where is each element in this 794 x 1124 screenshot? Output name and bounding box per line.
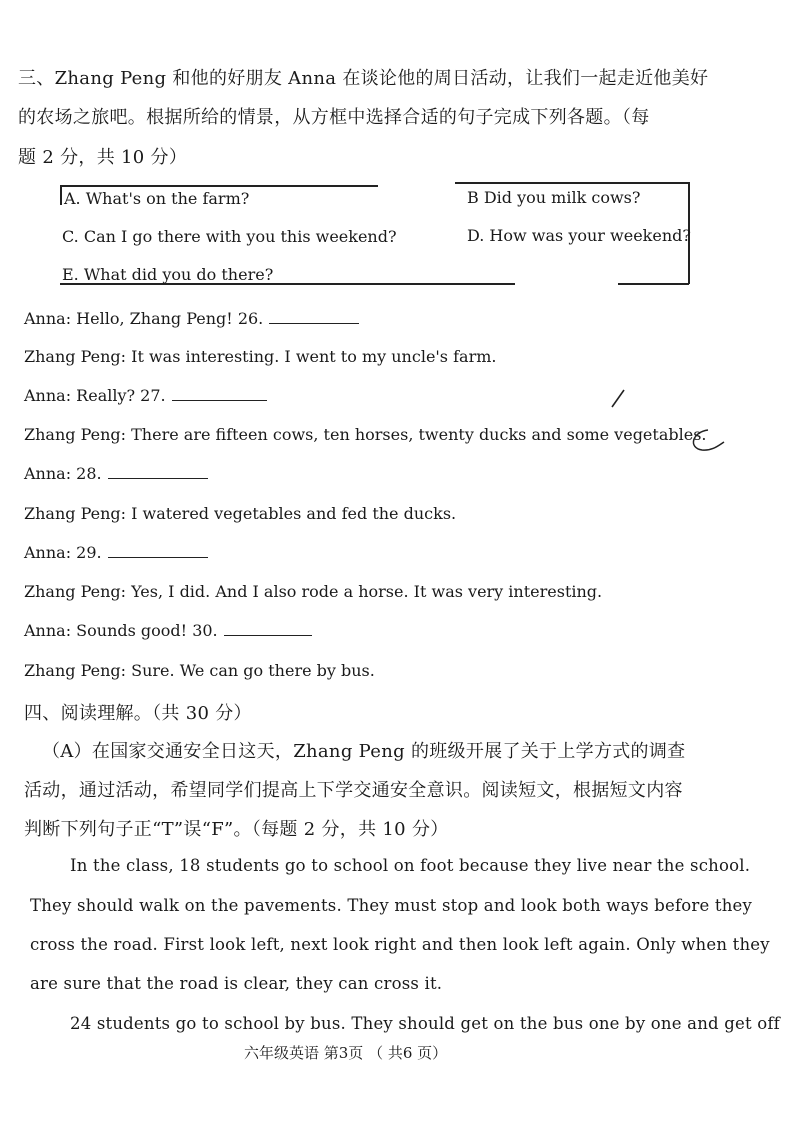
dialogue-text: Anna: 29. xyxy=(24,543,102,562)
option-c: C. Can I go there with you this weekend? xyxy=(62,227,397,246)
page-footer: 六年级英语 第3页 （ 共6 页） xyxy=(244,1044,448,1062)
option-a: A. What's on the farm? xyxy=(64,189,250,208)
passage-line-1: In the class, 18 students go to school on foot because they live near the school. xyxy=(70,856,751,875)
dialogue-text: Zhang Peng: It was interesting. I went to my uncle's farm. xyxy=(24,347,497,366)
dialogue-text: Zhang Peng: Sure. We can go there by bus. xyxy=(24,661,375,680)
section4-intro-line2: 活动，通过活动，希望同学们提高上下学交通安全意识。阅读短文，根据短文内容 xyxy=(24,780,683,801)
passage-line-2: They should walk on the pavements. They must stop and look both ways before they xyxy=(30,896,753,915)
section3-intro-line3: 题 2 分，共 10 分） xyxy=(18,147,188,168)
dialogue-text: Zhang Peng: There are fifteen cows, ten horses, twenty ducks and some vegetables. xyxy=(24,425,707,444)
passage-line-5: 24 students go to school by bus. They should get on the bus one by one and get off xyxy=(70,1014,780,1033)
dialogue-text: Zhang Peng: Yes, I did. And I also rode a horse. It was very interesting. xyxy=(24,582,603,601)
passage-line-3: cross the road. First look left, next look right and then look left again. Only when they xyxy=(30,935,770,954)
dialogue-text: Anna: Sounds good! 30. xyxy=(24,621,218,640)
section4-intro-line3: 判断下列句子正“T”误“F”。（每题 2 分，共 10 分） xyxy=(24,819,449,840)
dialogue-text: Anna: Hello, Zhang Peng! 26. xyxy=(24,309,264,328)
option-d: D. How was your weekend? xyxy=(467,226,691,245)
section3-intro-line2: 的农场之旅吧。根据所给的情景，从方框中选择合适的句子完成下列各题。（每 xyxy=(18,107,650,128)
pen-tick-mark xyxy=(612,390,624,407)
section3-intro-line1: 三、Zhang Peng 和他的好朋友 Anna 在谈论他的周日活动，让我们一起走近他美好 xyxy=(18,68,709,89)
dialogue-text: Anna: 28. xyxy=(24,464,102,483)
option-e: E. What did you do there? xyxy=(62,265,274,284)
passage-line-4: are sure that the road is clear, they can cross it. xyxy=(30,974,443,993)
section4-title: 四、阅读理解。（共 30 分） xyxy=(24,703,252,724)
pen-curve-mark xyxy=(693,430,724,450)
dialogue-text: Anna: Really? 27. xyxy=(24,386,166,405)
dialogue-text: Zhang Peng: I watered vegetables and fed the ducks. xyxy=(24,504,457,523)
option-b: B Did you milk cows? xyxy=(467,188,641,207)
section4-intro-line1: （A）在国家交通安全日这天，Zhang Peng 的班级开展了关于上学方式的调查 xyxy=(42,741,686,762)
